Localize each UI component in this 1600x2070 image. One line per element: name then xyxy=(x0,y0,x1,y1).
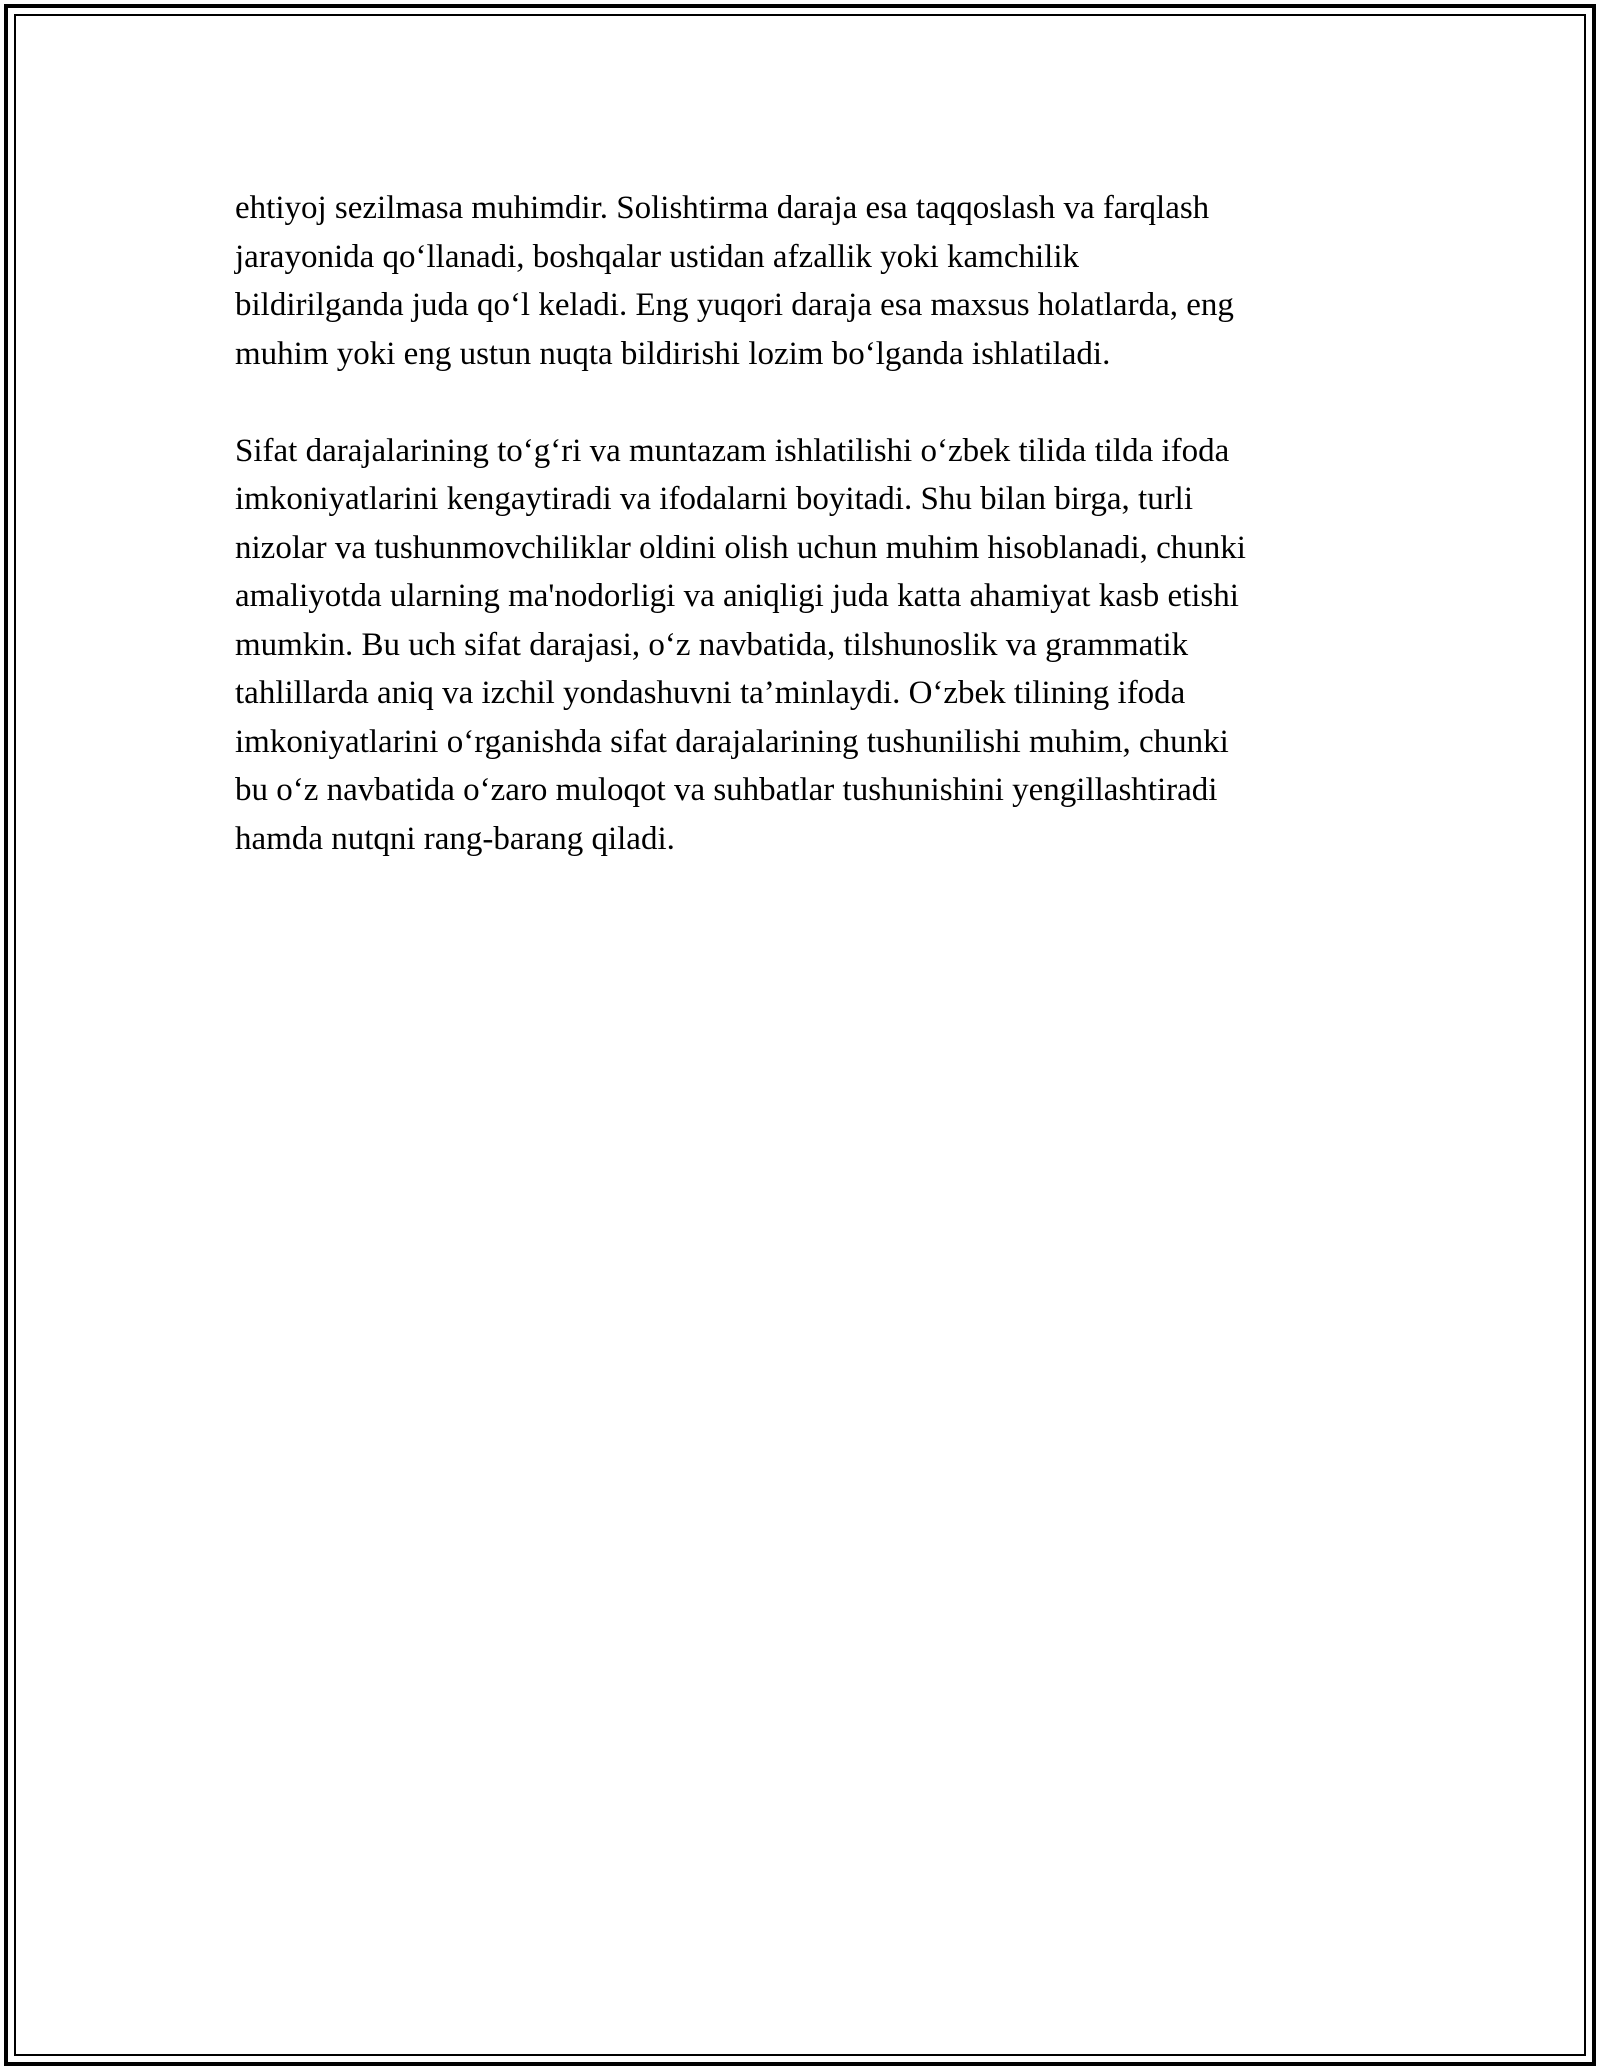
text-line: imkoniyatlarini kengaytiradi va ifodalarni boyitadi. Shu bilan birga, turli xyxy=(235,481,1194,517)
text-line: bildirilganda juda qo‘l keladi. Eng yuqori daraja esa maxsus holatlarda, eng xyxy=(235,287,1234,323)
text-line: Sifat darajalarining to‘g‘ri va muntazam ishlatilishi o‘zbek tilida tilda ifoda xyxy=(235,432,1230,469)
paragraph-spacer xyxy=(235,378,1385,427)
text-line: mumkin. Bu uch sifat darajasi, o‘z navbatida, tilshunoslik va grammatik xyxy=(235,626,1189,663)
text-line: bu o‘z navbatida o‘zaro muloqot va suhbatlar tushunishini yengillashtiradi xyxy=(235,772,1218,808)
paragraph-2 xyxy=(235,427,1385,864)
text-line: muhim yoki eng ustun nuqta bildirishi lozim bo‘lganda ishlatiladi. xyxy=(235,335,1111,372)
text-line: imkoniyatlarini o‘rganishda sifat darajalarining tushunilishi muhim, chunki xyxy=(235,723,1229,760)
text-line: ehtiyoj sezilmasa muhimdir. Solishtirma daraja esa taqqoslash va farqlash xyxy=(235,190,1210,226)
paragraph-1 xyxy=(235,184,1385,378)
text-line: hamda nutqni rang-barang qiladi. xyxy=(235,820,675,857)
text-line: amaliyotda ularning ma'nodorligi va aniqligi juda katta ahamiyat kasb etishi xyxy=(235,578,1239,614)
text-line: nizolar va tushunmovchiliklar oldini olish uchun muhim hisoblanadi, chunki xyxy=(235,529,1246,566)
document-body xyxy=(235,184,1385,863)
text-line: jarayonida qo‘llanadi, boshqalar ustidan afzallik yoki kamchilik xyxy=(235,238,1079,275)
text-line: tahlillarda aniq va izchil yondashuvni ta’minlaydi. O‘zbek tilining ifoda xyxy=(235,675,1186,711)
